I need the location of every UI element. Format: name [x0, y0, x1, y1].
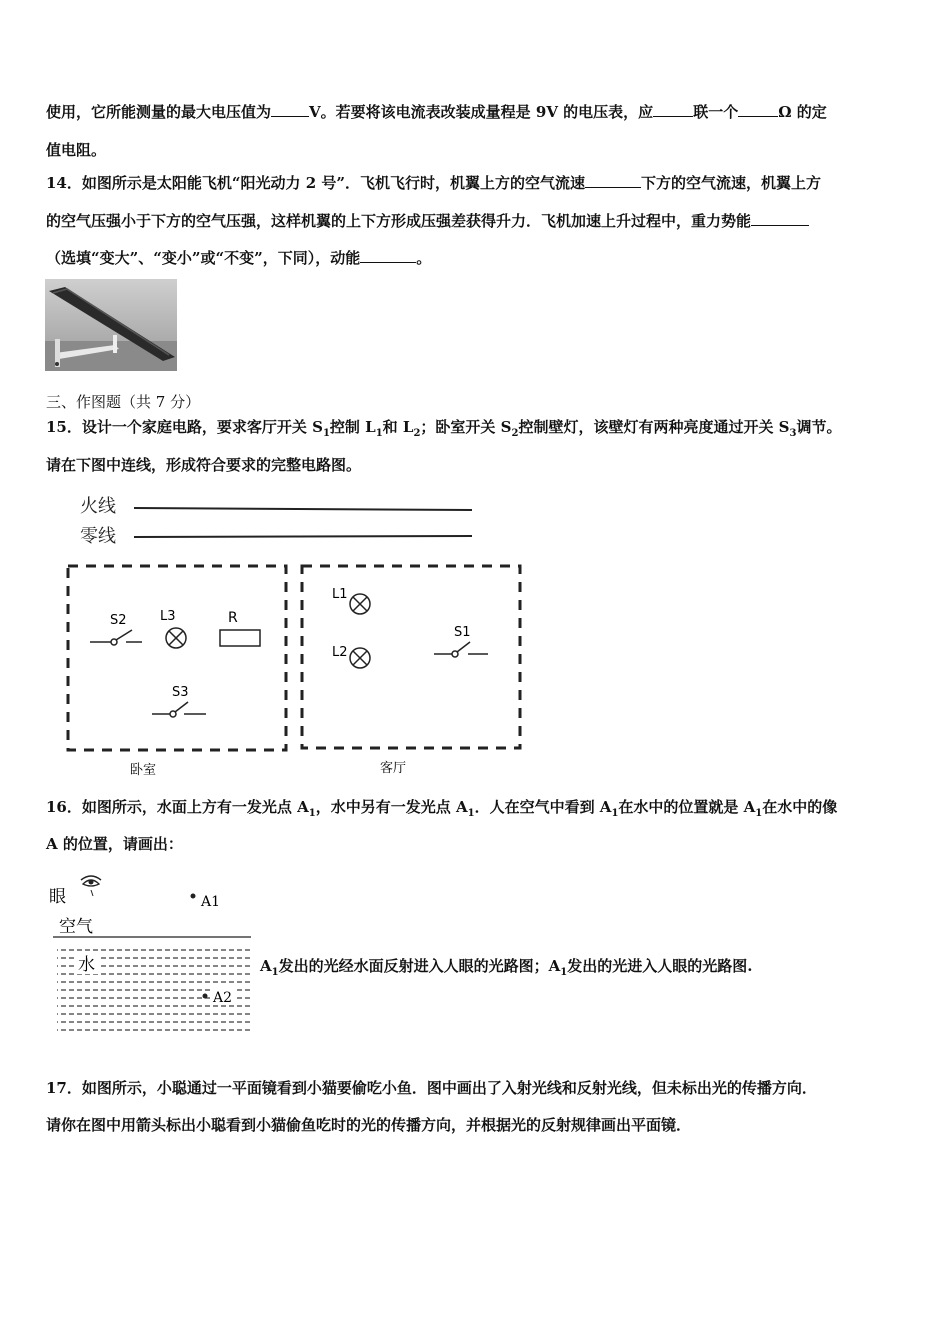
- lamp-l3: [160, 609, 186, 648]
- l2-label: L2: [332, 645, 348, 660]
- q16-sub: 1: [308, 808, 316, 819]
- q16-text-b: ，水中另有一发光点 A: [315, 798, 468, 816]
- section-heading: 三、作图题（共 7 分）: [46, 393, 201, 411]
- q14-text-b: 下方的空气流速，机翼上方: [641, 174, 822, 192]
- eye-label: 眼: [49, 887, 66, 907]
- q15-text-f: 调节。: [796, 418, 842, 436]
- neutral-wire: [134, 536, 472, 537]
- a1-label: A1: [201, 894, 221, 910]
- point-a2: [203, 994, 208, 999]
- s2-label: S2: [110, 613, 127, 628]
- q15-text-a: 15．设计一个家庭电路，要求客厅开关 S: [46, 418, 323, 436]
- q14-text-2: 的空气压强小于下方的空气压强，这样机翼的上下方形成压强差获得升力．飞机加速上升过程中，重力势能: [46, 212, 752, 230]
- q13-blank-3: [738, 102, 778, 117]
- q14-blank-2: [751, 211, 809, 226]
- q15-line2: 请在下图中连线，形成符合要求的完整电路图。: [46, 456, 362, 474]
- q16-sub: 1: [467, 808, 475, 819]
- q15-sub: 1: [322, 428, 330, 439]
- q16-sub: 1: [611, 808, 619, 819]
- q16-sub: 1: [560, 967, 568, 978]
- q16-side-text: [260, 956, 752, 976]
- q15-sub: 1: [375, 428, 383, 439]
- q15-text-c: 和 L: [382, 418, 414, 436]
- switch-s2: [90, 613, 142, 645]
- q15-text-e: 控制壁灯，该壁灯有两种亮度通过开关 S: [518, 418, 790, 436]
- q13-blank-2: [653, 102, 693, 117]
- q14-blank-1: [585, 173, 641, 188]
- q15-text-b: 控制 L: [329, 418, 376, 436]
- switch-s3: [152, 685, 206, 717]
- q16-line2: A 的位置，请画出：: [46, 835, 183, 853]
- live-wire-label: 火线: [80, 496, 116, 517]
- resistor-r: [220, 610, 260, 646]
- q16-sub: 1: [755, 808, 763, 819]
- neutral-wire-label: 零线: [80, 526, 116, 547]
- q16-text-d: 在水中的位置就是 A: [618, 798, 756, 816]
- s1-label: S1: [454, 625, 471, 640]
- q15-sub: 2: [511, 428, 519, 439]
- air-label: 空气: [59, 917, 93, 937]
- q16-side-c: 发出的光进入人眼的光路图.: [567, 957, 753, 975]
- live-wire: [134, 508, 472, 510]
- q16-sub: 1: [271, 967, 279, 978]
- l1-label: L1: [332, 587, 348, 602]
- q13-text-d: Ω 的定: [778, 103, 827, 121]
- q15-line1: [46, 417, 841, 437]
- q16-text-e: 在水中的像: [762, 798, 838, 816]
- s3-label: S3: [172, 685, 189, 700]
- q16-side-b: 发出的光经水面反射进入人眼的光路图；A: [278, 957, 561, 975]
- l3-label: L3: [160, 609, 176, 624]
- lamp-l1: [332, 587, 370, 614]
- q16-text-a: 16．如图所示，水面上方有一发光点 A: [46, 798, 309, 816]
- q16-line1: [46, 797, 837, 817]
- living-room-label: 客厅: [380, 761, 407, 776]
- q14-blank-3: [360, 248, 416, 263]
- q14-text-3b: 。: [416, 249, 432, 267]
- q14-text-a: 14．如图所示是太阳能飞机“阳光动力 2 号”．飞机飞行时，机翼上方的空气流速: [46, 174, 586, 192]
- q15-sub: 2: [413, 428, 421, 439]
- circuit-figure: [60, 490, 530, 780]
- q13-text-c: 联一个: [693, 103, 739, 121]
- q16-text-c: ．人在空气中看到 A: [474, 798, 612, 816]
- eye-icon: [81, 876, 101, 896]
- q13-line1: [46, 102, 827, 122]
- q15-text-d: ；卧室开关 S: [420, 418, 512, 436]
- q13-text-a: 使用，它所能测量的最大电压值为: [46, 103, 272, 121]
- switch-s1: [434, 625, 488, 657]
- q14-line3: [46, 248, 431, 268]
- q14-line1: [46, 173, 821, 193]
- q14-text-3a: （选填“变大”、“变小”或“不变”，下同），动能: [46, 249, 361, 267]
- q17-line2: 请你在图中用箭头标出小聪看到小猫偷鱼吃时的光的传播方向，并根据光的反射规律画出平面镜．: [46, 1116, 692, 1134]
- solar-plane-photo: [45, 279, 177, 371]
- q16-side-a: A: [260, 957, 272, 975]
- a2-label: A2: [213, 990, 233, 1006]
- water-figure: [45, 866, 257, 1038]
- q13-blank-1: [271, 102, 309, 117]
- water-label: 水: [78, 955, 95, 975]
- bedroom-box: [68, 566, 286, 750]
- lamp-l2: [332, 645, 370, 668]
- q15-sub: 3: [789, 428, 797, 439]
- q13-line2: 值电阻。: [46, 141, 107, 159]
- q17-line1: 17．如图所示，小聪通过一平面镜看到小猫要偷吃小鱼．图中画出了入射光线和反射光线，但未标出光的传播方向．: [46, 1079, 817, 1097]
- q13-text-b: V。若要将该电流表改装成量程是 9V 的电压表，应: [309, 103, 654, 121]
- r-label: R: [228, 610, 238, 626]
- bedroom-label: 卧室: [130, 763, 157, 778]
- q14-line2: [46, 211, 809, 231]
- point-a1: [191, 894, 196, 899]
